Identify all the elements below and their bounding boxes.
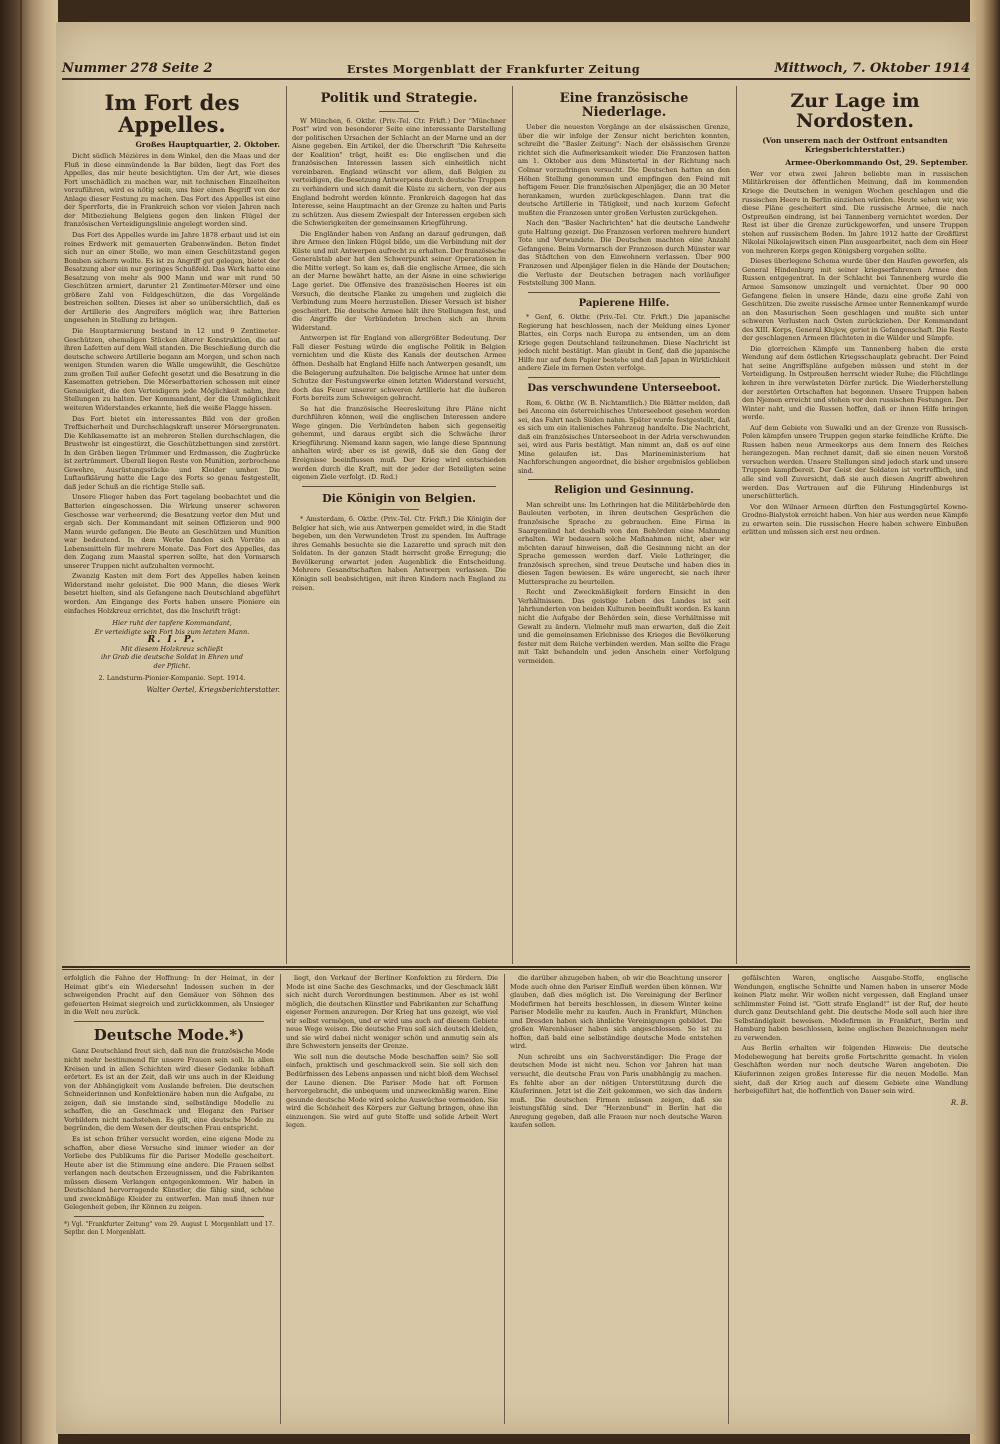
feuilleton-intro: erfolglich die Fahne der Hoffnung: In der Heimat, in der Heimat gibt's ein Wiedersehn! Indessen suchen in der schweigenden Pracht auf den Gemäuer von Söhnen des gefeuerten Heimat siegreich und zurückkommen, als Unsieger in die Welt neu zurück. [64, 974, 274, 1017]
article-subline: (Von unserem nach der Ostfront entsandten Kriegsberichterstatter.) [762, 135, 948, 154]
article-headline: Die Königin von Belgien. [322, 491, 476, 505]
divider [74, 1021, 264, 1022]
article-headline: Papierene Hilfe. [578, 297, 670, 309]
article-dateline: Großes Hauptquartier, 2. Oktober. [135, 140, 280, 150]
grave-inscription: Hier ruht der tapfere Kommandant, Er verteidigte sein Fort bis zum letzten Mann. R. I. P. Mit diesem Holzkreuz schließt ihr Grab die deutsche Soldat in Ehren und der Pflicht. [94, 619, 250, 670]
column-rule [512, 86, 513, 964]
article-headline: Eine französische Niederlage. [559, 91, 689, 120]
section-rule [62, 966, 970, 968]
feuilleton-body: Ganz Deutschland freut sich, daß nun die französische Mode nicht mehr bestimmend für unsere Frauen sein soll. In allen Kreisen und in allen Schichten wird dieser Gedanke lebhaft erörtert. Es ist an der Zeit, daß wir uns auch in der Kleidung von der Abhängigkeit vom Auslande befreien. Die deutschen Schneiderinnen und Konfektionäre haben nun die Aufgabe, zu zeigen, daß sie imstande sind, selbständige Modelle zu schaffen, die an Geschmack und Eleganz den Pariser Vorbildern nicht nachstehen. Es gilt, eine deutsche Mode zu begründen, die dem Wesen der deutschen Frau entspricht. Es ist schon früher versucht worden, eine eigene Mode zu schaffen, aber diese Versuche sind immer wieder an der Vorliebe des Publikums für die Pariser Modelle gescheitert. Heute aber ist die Stimmung eine andere. Die Frauen selbst verlangen nach deutschen Erzeugnissen, und die Fabrikanten müssen diesem Verlangen entgegenkommen. Wir haben in Deutschland hervorragende Künstler, die fähig sind, schöne und zweckmäßige Kleider zu entwerfen. Man muß ihnen nur Gelegenheit geben, ihr Können zu zeigen. [64, 1047, 274, 1212]
book-spine-left [0, 0, 58, 1444]
column-rule [736, 86, 737, 964]
feuilleton-column-1 [64, 974, 274, 1426]
feuilleton-column-2 [286, 974, 498, 1426]
article-body: Wer vor etwa zwei Jahren beliebte man in russischen Militärkreisen der öffentlichen Meinung, daß im kommenden Kriege die Deutschen in wenigen Wochen geschlagen und die russischen Heere in Berlin einziehen würden. Heute sehen wir, wie diese Pläne gescheitert sind. Die russische Armee, die nach Ostpreußen eindrang, ist bei Tannenberg vernichtet worden. Der Rest ist über die Grenze zurückgeworfen, und unsere Truppen stehen auf russischem Boden. Im Jahre 1912 hatte der Großfürst Nikolai Nikolajewitsch einen Plan ausgearbeitet, nach dem ein Heer von mehreren Korps gegen Königsberg vorgehen sollte. Dieses überlegene Schema wurde über den Haufen geworfen, als General Hindenburg mit seiner kriegserfahrenen Armee den Russen entgegentrat. In der Schlacht bei Tannenberg wurde die Armee Samsonow umzingelt und vernichtet. Über 90 000 Gefangene fielen in unsere Hände, dazu eine große Zahl von Geschützen. Die zweite russische Armee unter Rennenkampf wurde an den Masurischen Seen geschlagen und mußte sich unter schweren Verlusten nach Osten zurückziehen. Der Kommandant des XIII. Korps, General Klujew, geriet in Gefangenschaft. Die Reste der geschlagenen Armeen flüchteten in die Wälder und Sümpfe. Die glorreichen Kämpfe um Tannenberg haben die erste Wendung auf dem östlichen Kriegsschauplatz gebracht. Der Feind hat seine Angriffspläne aufgeben müssen und steht in der Verteidigung. In Ostpreußen herrscht wieder Ruhe; die Flüchtlinge kehren in ihre verwüsteten Dörfer zurück. Die Wiederherstellung der zerstörten Ortschaften hat begonnen. Unsere Truppen haben den Njemen erreicht und stehen vor den russischen Festungen. Der Winter naht, und die Russen hoffen, daß er ihnen Hilfe bringen werde. Auf dem Gebiete von Suwalki und an der Grenze von Russisch-Polen kämpfen unsere Truppen gegen starke feindliche Kräfte. Die Russen haben neue Armeekorps aus dem Innern des Reiches herangezogen. Man rechnet damit, daß sie einen neuen Vorstoß versuchen werden. Unsere Stellungen sind jedoch stark und unsere Truppen kampfbereit. Der Geist der Soldaten ist vortrefflich, und alle sind voll Zuversicht, daß sie auch diesen Angriff abwehren werden. Das Vertrauen auf die Führung Hindenburgs ist unerschütterlich. Vor den Wilnaer Armeen dürften den Festungsgürtel Kowno-Grodno-Bialystok erreicht haben. Von hier aus werden neue Kämpfe zu erwarten sein. Die russischen Heere haben schwere Einbußen erlitten und müssen sich erst neu ordnen. [742, 169, 968, 537]
article-body: Dicht südlich Mézières in dem Winkel, den die Maas und der Fluß in diese einmündende la Bar bilden, liegt das Fort des Appelles, das mir heute besichtigten. Um der Art, wie dieses Fort unschädlich zu machen war, mit technischen Einzelheiten vorzuführen, wird es nötig sein, uns hier einen Begriff von der Anlage dieser Festung zu machen. Das Fort des Appelles ist eine der Sperrforts, die in Frankreich schon vor vielen Jahren nach der Mitbeziehung Belgiens gegen den linken Flügel der französischen Verteidigungslinie angelegt worden sind. Das Fort des Appelles wurde im Jahre 1878 erbaut und ist ein reines Erdwerk mit gemauerten Grabenwänden. Beton findet sich nur an einer Stelle, wo man einen Geschützstand gegen Bomben sichern wollte. Es ist zu Angriff gut gelegen, bietet der Besatzung aber ein nur geringes Schußfeld. Das Werk hatte eine Besatzung von mehr als 900 Mann und war mit rund 50 Geschützen armiert, darunter 21 Zentimeter-Mörser und eine größere Zahl von Feldgeschützen, die das Vorgelände bestreichen sollten. Dieses ist aber so unübersichtlich, daß es der Artillerie des Angreifers möglich war, ihre Batterien ungesehen in Stellung zu bringen. Die Hauptarmierung bestand in 12 und 9 Zentimeter-Geschützen, ehemaligen Stücken älterer Konstruktion, die auf ihren Lafetten auf dem Wall standen. Die Beschießung durch die deutsche schwere Artillerie begann am Morgen, und schon nach wenigen Stunden waren die Wälle umgewühlt, die Geschütze zum großen Teil außer Gefecht gesetzt und die Besatzung in die Kasematten getrieben. Die Mörserbatterien schossen mit einer Genauigkeit, die den Verteidigern jede Möglichkeit nahm, ihre Stellungen zu halten. Der Kommandant, der die Unmöglichkeit weiteren Widerstandes erkannte, ließ die weiße Flagge hissen. Das Fort bietet ein interessantes Bild von der großen Treffsicherheit und Durchschlagskraft unserer Mörsergranaten. Die Kehlkasematte ist an mehreren Stellen durchschlagen, die Brustwehr ist eingestürzt, die Geschützbettungen sind zerstört. In den Gräben liegen Trümmer und Erdmassen, die Zugbrücke ist zertrümmert. Überall liegen Reste von Munition, zerbrochene Gewehre, Ausrüstungsstücke und Kleider umher. Die Luftaufklärung hatte die Lage des Forts so genau festgestellt, daß jeder Schuß an die richtige Stelle saß. Unsere Flieger haben das Fort tagelang beobachtet und die Batterien eingeschossen. Die Wirkung unserer schweren Geschosse war verheerend; die Besatzung verlor den Mut und ergab sich. Der Kommandant mit seinen Offizieren und 900 Mann wurde gefangen. Die Beute an Geschützen und Munition war bedeutend. In dem Werke fanden sich Vorräte an Lebensmitteln für mehrere Monate. Das Fort des Appelles, das den Zugang zum Maastal sperren sollte, hat den Vormarsch unserer Truppen nicht aufzuhalten vermocht. Zwanzig Kasten mit dem Fort des Appelles haben keinen Widerstand mehr geleistet. Die 900 Mann, die dieses Werk besetzt hielten, sind als Gefangene nach Deutschland abgeführt worden. Am Eingange des Forts haben unsere Pioniere ein einfaches Holzkreuz errichtet, das die Inschrift trägt: [64, 152, 280, 615]
article-body: * Genf, 6. Oktbr. (Priv.-Tel. Ctr. Frkft.) Die japanische Regierung hat beschlossen, nach der Meldung eines Lyoner Blattes, ein Corps nach Europa zu entsenden, um an dem Kriege gegen Deutschland teilzunehmen. Diese Nachricht ist jedoch nicht bestätigt. Man glaubt in Genf, daß die japanische Hilfe nur auf dem Papier bestehe und daß Japan in Wirklichkeit andere Ziele im fernen Osten verfolge. [518, 313, 730, 373]
article-body: Rom, 6. Oktbr. (W. B. Nichtamtlich.) Die Blätter melden, daß bei Ancona ein österreichisches Unterseeboot gesehen worden sei, das Fahrt nach Süden nahm. Später wurde festgestellt, daß es sich um ein italienisches Fahrzeug handelte. Die Nachricht, daß ein französisches Unterseeboot in der Adria verschwunden sei, wird aus Paris bestätigt. Man nimmt an, daß es auf eine Mine gelaufen ist. Das Marineministerium hat Nachforschungen angeordnet, die bisher ergebnislos geblieben sind. [518, 398, 730, 475]
footnote: *) Vgl. "Frankfurter Zeitung" vom 29. August I. Morgenblatt und 17. Septbr. den I. Morgenblatt. [64, 1220, 274, 1237]
issue-date: Mittwoch, 7. Oktober 1914 [774, 61, 970, 76]
article-body: W München, 6. Oktbr. (Priv.-Tel. Ctr. Frkft.) Der "Münchner Post" wird von besonderer Seite eine interessante Darstellung der politischen Ursachen der Schlacht an der Marne und an der Aisne gegeben. Ein Artikel, der die Überschrift "Die Kehrseite der Koalition" trägt, heißt es: Die englischen und die französischen Interessen lassen sich einheitlich nicht vereinbaren. England wünscht vor allem, daß Belgien zu verteidigen, die Besetzung Antwerpens durch deutsche Truppen zu verhindern und sich damit die Küste zu sichern, von der aus England bedroht werden könnte. Frankreich dagegen hat das Interesse, seine Hauptmacht an der Grenze zu halten und Paris zu schützen. Aus diesem Zwiespalt der Interessen ergeben sich die Schwierigkeiten der gemeinsamen Kriegführung. Die Engländer haben von Anfang an darauf gedrungen, daß ihre Armee den linken Flügel bilde, um die Verbindung mit der Küste und mit Antwerpen aufrecht zu erhalten. Der französische Generalstab aber hat den Schwerpunkt seiner Operationen in die Mitte verlegt. So kam es, daß die englische Armee, die sich an der Marne bewährt hatte, an der Aisne in eine schwierige Lage geriet. Die Offensive des französischen Heeres ist ein Versuch, die deutsche Flanke zu umgehen und zugleich die Verbindung zum Meere herzustellen. Dieser Versuch ist bisher gescheitert. Die deutsche Armee hält ihre Stellungen fest, und die Angriffe der Verbündeten brechen sich an ihrem Widerstand. Antwerpen ist für England von allergrößter Bedeutung. Der Fall dieser Festung würde die englische Politik in Belgien vernichten und die Küste des Kanals der deutschen Armee öffnen. Deshalb hat England Hilfe nach Antwerpen gesandt, um die Belagerung aufzuhalten. Die belgische Armee hat unter dem Schutze der Festungswerke einen letzten Widerstand versucht, doch das Feuer unserer schweren Artillerie hat die äußeren Forts bereits zum Schweigen gebracht. So hat die französische Heeresleitung ihre Pläne nicht durchführen können, weil die englischen Interessen andere Wege gingen. Die Verbündeten haben sich gegenseitig gehemmt, und daraus ergibt sich die Schwäche ihrer Kriegführung. Niemand kann sagen, wie lange diese Spannung anhalten wird; aber es ist gewiß, daß sie den Gang der Ereignisse beeinflussen muß. Der Krieg wird entschieden werden durch die Kraft, mit der jeder der Beteiligten seine eigenen Ziele verfolgt. (D. Red.) [292, 116, 506, 482]
divider [528, 377, 720, 378]
article-headline: Religion und Gesinnung. [554, 485, 694, 497]
article-fort-des-appelles [64, 86, 280, 962]
feuilleton-column-4 [734, 974, 968, 1426]
article-politik-und-strategie [292, 86, 506, 962]
divider [528, 479, 720, 480]
article-dateline: Armee-Oberkommando Ost, 29. September. [785, 157, 968, 167]
column-rule [280, 974, 281, 1424]
article-headline: Politik und Strategie. [320, 91, 478, 106]
article-headline: Zur Lage im Nordosten. [790, 90, 920, 132]
unit-line: 2. Landsturm-Pionier-Kompanie. Sept. 1914. [98, 674, 246, 683]
article-headline: Im Fort des Appelles. [104, 90, 240, 138]
article-body: Ueber die neuesten Vorgänge an der elsässischen Grenze, über die wir infolge der Zensur nicht berichten konnten, schreibt die "Basler Zeitung": Nach der elsässischen Grenze richtet sich die Aufmerksamkeit wieder. Die Franzosen hatten am 1. Oktober aus dem Münstertal in der Richtung nach Colmar vorzudringen versucht. Die Deutschen hatten an den Höhen Stellung genommen und empfingen den Feind mit heftigem Feuer. Die französischen Alpenjäger, die an 30 Meter herankamen, wurden zurückgeschlagen. Dann trat die deutsche Artillerie in Tätigkeit, und nach kurzem Gefecht mußten die Franzosen unter großen Verlusten zurückgehen. Nach den "Basler Nachrichten" hat die deutsche Landwehr gute Haltung gezeigt. Die Franzosen verloren mehrere hundert Tote und Verwundete. Die Deutschen machten eine Anzahl Gefangene. Beim Vormarsch der Franzosen durch Münster war das Städtchen von den Einwohnern verlassen. Über 900 Franzosen und Alpenjäger fielen in die Hände der Deutschen; die Verluste der Deutschen betragen nach vorläufiger Feststellung 300 Mann. [518, 123, 730, 288]
feuilleton-body: liegt, den Verkauf der Berliner Konfektion zu fördern. Die Mode ist eine Sache des Geschmacks, und der Geschmack läßt sich nicht durch Verordnungen bestimmen. Aber es ist wohl möglich, die deutschen Künstler und Fabrikanten zur Schaffung eigener Formen anzuregen. Der Krieg hat uns gezeigt, wie viel wir selbst vermögen, und er wird uns auch auf diesem Gebiete neue Wege weisen. Die deutsche Frau soll sich deutsch kleiden, und sie wird dabei nicht weniger schön und anmutig sein als ihre Schwestern jenseits der Grenze. Wie soll nun die deutsche Mode beschaffen sein? Sie soll einfach, praktisch und geschmackvoll sein. Sie soll sich den Bedürfnissen des Lebens anpassen und nicht bloß dem Wechsel der Laune dienen. Die Pariser Mode hat oft Formen hervorgebracht, die unbequem und unzweckmäßig waren. Eine gesunde deutsche Mode wird solche Auswüchse vermeiden. Sie wird die Schönheit des Körpers zur Geltung bringen, ohne ihn einzuengen. Sie wird auf gute Stoffe und solide Arbeit Wert legen. [286, 974, 498, 1130]
article-franzoesische-niederlage [518, 86, 730, 962]
feuilleton-body: die darüber abzugeben haben, ob wir die Beachtung unserer Mode auch ohne den Pariser Einfluß werden üben können. Wir glauben, daß dies möglich ist. Die Vereinigung der Berliner Modefirmen hat bereits beschlossen, in diesem Winter keine Pariser Modelle mehr zu kaufen. Auch in Frankfurt, München und Dresden haben sich ähnliche Vereinigungen gebildet. Die großen Warenhäuser haben sich angeschlossen. So ist zu hoffen, daß bald eine selbständige deutsche Mode entstehen wird. Nun schreibt uns ein Sachverständiger: Die Frage der deutschen Mode ist nicht neu. Schon vor Jahren hat man versucht, die deutsche Frau von Paris unabhängig zu machen. Es fehlte aber an der nötigen Unterstützung durch die Käuferinnen. Jetzt ist die Zeit gekommen, wo sich das ändern muß. Die deutschen Firmen müssen zeigen, daß sie leistungsfähig sind. Der "Herzenbund" in Berlin hat die Anregung gegeben, daß alle Frauen nur noch deutsche Waren kaufen sollen. [510, 974, 722, 1130]
feuilleton-headline: Deutsche Mode.*) [93, 1025, 245, 1044]
column-rule [504, 974, 505, 1424]
divider [379, 509, 419, 510]
article-body: Man schreibt uns: Im Lothringen hat die Militärbehörde den Bauleuten verboten, in ihren deutschen Gesprächen die französische Sprache zu gebrauchen. Eine Firma in Saargemünd hat deshalb von den Behörden eine Mahnung erhalten. Wir bedauern solche Maßnahmen nicht, aber wir möchten darauf hinweisen, daß die Gesinnung nicht an der Sprache gemessen werden darf. Viele Lothringer, die französisch sprechen, sind treue Deutsche und haben dies in diesen Tagen bewiesen. Es wäre ungerecht, sie nach ihrer Muttersprache zu beurteilen. Recht und Zweckmäßigkeit fordern Einsicht in den Verhältnissen. Das geistige Leben des Landes ist seit Jahrhunderten von beiden Kulturen beeinflußt worden. Es kann nicht die Aufgabe der Behörden sein, diese Verhältnisse mit Gewalt zu ändern. Vielmehr muß man erwarten, daß die Zeit und die gemeinsamen Erlebnisse des Krieges die Bevölkerung fester mit dem Reiche verbinden werden. Man sollte die Frage mit Takt behandeln und jeden Anschein einer Verfolgung vermeiden. [518, 500, 730, 665]
section-rule [62, 969, 970, 970]
issue-number: Nummer 278 Seite 2 [62, 61, 213, 76]
newspaper-title: Erstes Morgenblatt der Frankfurter Zeitung [346, 63, 641, 76]
divider [528, 292, 720, 293]
masthead [62, 54, 970, 80]
column-rule [728, 974, 729, 1424]
feuilleton-body: gefälschten Waren, englische Ausgabe-Stoffe, englische Wendungen, englische Schnitte und Namen haben in unserer Mode keinen Platz mehr. Wir wollen nicht vergessen, daß England unser schlimmster Feind ist. "Gott strafe England!" ist der Ruf, der heute durch ganz Deutschland geht. Die deutsche Mode soll auch hier ihre Selbständigkeit beweisen. Modefirmen in Frankfurt, Berlin und Hamburg haben beschlossen, keine englischen Bezeichnungen mehr zu verwenden. Aus Berlin erhalten wir folgenden Hinweis: Die deutsche Modebewegung hat bereits große Fortschritte gemacht. In vielen Geschäften werden nur noch deutsche Waren angeboten. Die Käuferinnen zeigen großes Interesse für die neuen Modelle. Man sieht, daß der Krieg auch auf diesem Gebiete eine Wandlung herbeigeführt hat, die hoffentlich von Dauer sein wird. [734, 974, 968, 1096]
article-author: Walter Oertel, Kriegsberichterstatter. [146, 685, 280, 694]
divider [302, 486, 496, 487]
article-headline: Das verschwundene Unterseeboot. [527, 383, 721, 394]
feuilleton-column-3 [510, 974, 722, 1426]
column-rule [286, 86, 287, 964]
article-lage-im-nordosten [742, 86, 968, 962]
article-body: * Amsterdam, 6. Oktbr. (Priv.-Tel. Ctr. Frkft.) Die Königin der Belgier hat sich, wie aus Antwerpen gemeldet wird, in die Stadt begeben, um den Verwundeten Trost zu spenden. Im Auftrage ihres Gemahls besuchte sie die Lazarette und sprach mit den Soldaten. In der ganzen Stadt herrscht große Erregung; die Bevölkerung erwartet jeden Augenblick die Entscheidung. Mehrere Gesandtschaften haben Antwerpen verlassen. Die Königin soll beabsichtigen, mit ihren Kindern nach England zu reisen. [292, 515, 506, 592]
divider [74, 1216, 264, 1217]
divider [379, 111, 419, 112]
newspaper-page [56, 22, 976, 1434]
feuilleton-signoff: R. B. [950, 1098, 968, 1107]
